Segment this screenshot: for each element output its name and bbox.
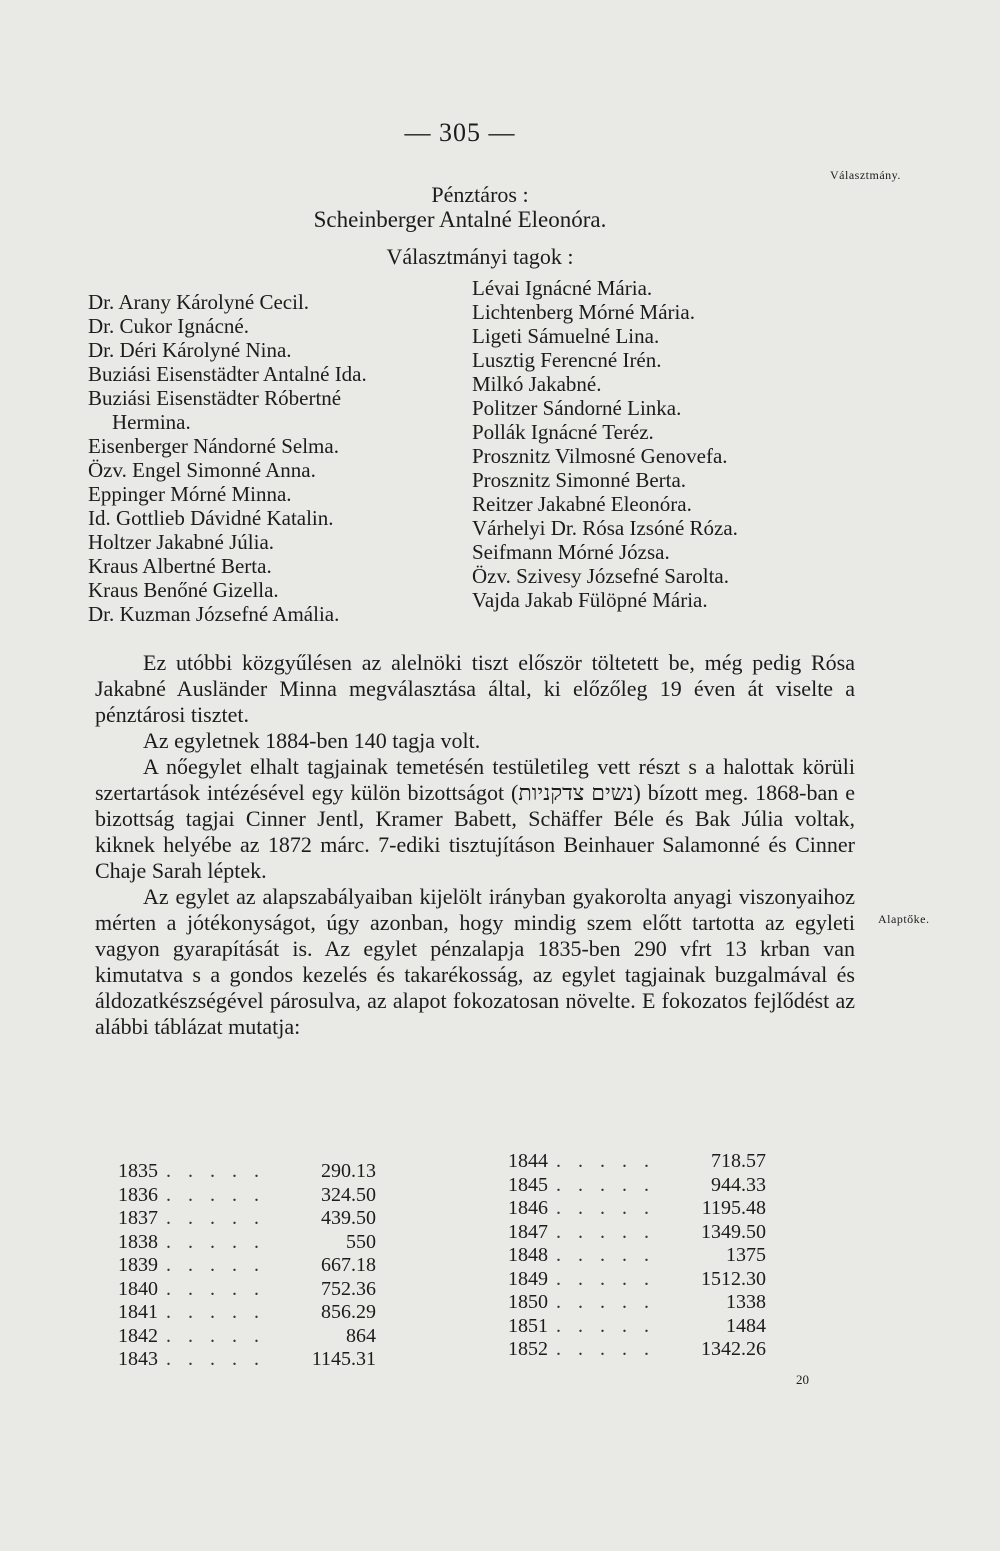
- member-name: Id. Gottlieb Dávidné Katalin.: [88, 506, 334, 530]
- year: 1846: [508, 1197, 548, 1219]
- member-name: Holtzer Jakabné Júlia.: [88, 530, 275, 554]
- leader-dots: . . . . .: [166, 1207, 265, 1229]
- year: 1837: [118, 1207, 158, 1229]
- member-name: Seifmann Mórné Józsa.: [472, 540, 670, 564]
- member-name: Pollák Ignácné Teréz.: [472, 420, 654, 444]
- cashier-title: Pénztáros :: [431, 182, 529, 207]
- fund-value: 290.13: [321, 1160, 376, 1182]
- member-name: Kraus Albertné Berta.: [88, 554, 272, 578]
- member-name: Dr. Kuzman Józsefné Amália.: [88, 602, 340, 626]
- table-row: [508, 1338, 766, 1362]
- year: 1847: [508, 1220, 548, 1243]
- paragraph: Ez utóbbi közgyűlésen az alelnöki tiszt először töltetett be, még pedig Rósa Jakabné Ausländer Minna megválasztása által, ki előzőleg 19 éven át viselte a pénztárosi tisztet.: [95, 650, 855, 727]
- fund-value: 550: [346, 1230, 376, 1253]
- margin-note-alaptoke: Alaptőke.: [878, 912, 930, 926]
- table-row: [508, 1150, 766, 1174]
- fund-value: 864: [346, 1324, 376, 1347]
- member-name: Dr. Arany Károlyné Cecil.: [88, 290, 310, 314]
- fund-value: 1338: [726, 1291, 766, 1313]
- leader-dots: . . . . .: [556, 1244, 655, 1266]
- table-row: [508, 1197, 766, 1221]
- members-right-column: [472, 276, 738, 612]
- member-name: Vajda Jakab Fülöpné Mária.: [472, 588, 708, 612]
- paragraph: Az egyletnek 1884-ben 140 tagja volt.: [143, 728, 481, 753]
- member-name: Dr. Déri Károlyné Nina.: [88, 338, 292, 362]
- year: 1850: [508, 1291, 548, 1313]
- fund-value: 752.36: [321, 1277, 376, 1300]
- table-row: [118, 1184, 376, 1208]
- table-row: [118, 1301, 376, 1325]
- leader-dots: . . . . .: [166, 1324, 265, 1347]
- member-name: Özv. Szivesy Józsefné Sarolta.: [472, 564, 729, 588]
- member-name: Buziási Eisenstädter Róbertné: [88, 386, 342, 410]
- paragraph: Az egylet az alapszabályaiban kijelölt irányban gyakorolta anyagi viszonyaihoz mérten a jótékonyságot, úgy azonban, hogy mindig szem előtt tartotta az egyleti vagyon gyarapítását is. Az egylet pénzalapja 1835-ben 290 vfrt 13 krban van kimutatva s a gondos kezelés és takarékosság, az egylet tagjainak buzgalmával és áldozatkészségével párosulva, az alapot fokozatosan növelte. E fokozatos fejlődést az alábbi táblázat mutatja:: [95, 884, 855, 1039]
- table-row: [118, 1325, 376, 1349]
- member-name: Milkó Jakabné.: [472, 372, 602, 396]
- leader-dots: . . . . .: [556, 1267, 655, 1290]
- committee-title: Választmányi tagok :: [386, 244, 574, 269]
- page-number: — 305 —: [404, 118, 516, 147]
- leader-dots: . . . . .: [556, 1197, 655, 1219]
- member-name: Eisenberger Nándorné Selma.: [88, 434, 339, 458]
- fund-value: 1375: [726, 1244, 766, 1266]
- year: 1835: [118, 1160, 158, 1182]
- member-name: Özv. Engel Simonné Anna.: [88, 458, 316, 482]
- member-name: Kraus Benőné Gizella.: [88, 578, 279, 602]
- year: 1839: [118, 1254, 158, 1276]
- year: 1841: [118, 1301, 158, 1323]
- leader-dots: . . . . .: [166, 1230, 265, 1253]
- leader-dots: . . . . .: [556, 1314, 655, 1337]
- member-name: Lichtenberg Mórné Mária.: [472, 300, 695, 324]
- member-name: Prosznitz Vilmosné Genovefa.: [472, 444, 728, 468]
- year: 1840: [118, 1277, 158, 1300]
- leader-dots: . . . . .: [166, 1277, 265, 1300]
- year: 1836: [118, 1183, 158, 1206]
- leader-dots: . . . . .: [556, 1150, 655, 1172]
- year: 1851: [508, 1314, 548, 1337]
- fund-value: 1342.26: [701, 1338, 766, 1360]
- year: 1848: [508, 1244, 548, 1266]
- signature-mark: 20: [796, 1372, 809, 1387]
- table-row: [118, 1207, 376, 1231]
- table-row: [118, 1254, 376, 1278]
- year: 1844: [508, 1150, 548, 1172]
- leader-dots: . . . . .: [556, 1338, 655, 1360]
- fund-value: 667.18: [321, 1254, 376, 1276]
- year: 1838: [118, 1230, 158, 1253]
- cashier-name: Scheinberger Antalné Eleonóra.: [313, 207, 607, 232]
- member-name: Lévai Ignácné Mária.: [472, 276, 653, 300]
- member-name: Hermina.: [112, 410, 191, 434]
- fund-table-left: [118, 1160, 376, 1372]
- fund-value: 718.57: [711, 1150, 766, 1172]
- table-row: [508, 1221, 766, 1245]
- fund-value: 439.50: [321, 1207, 376, 1229]
- fund-value: 1145.31: [311, 1348, 376, 1370]
- members-left-column: [88, 290, 367, 626]
- member-name: Várhelyi Dr. Rósa Izsóné Róza.: [472, 516, 738, 540]
- member-name: Buziási Eisenstädter Antalné Ida.: [88, 362, 367, 386]
- leader-dots: . . . . .: [556, 1220, 655, 1243]
- table-row: [118, 1231, 376, 1255]
- leader-dots: . . . . .: [166, 1254, 265, 1276]
- paragraph: A nőegylet elhalt tagjainak temetésén testületileg vett részt s a halottak körüli szertartások intézésével egy külön bizottságot (נשים צדקניות) bízott meg. 1868-ban e bizottság tagjai Cinner Jentl, Kramer Babett, Schäffer Béle és Bak Júlia voltak, kiknek helyébe az 1872 márc. 7-ediki tisztujításon Beinhauer Salamonné és Cinner Chaje Sarah léptek.: [95, 754, 856, 883]
- table-row: [508, 1244, 766, 1268]
- fund-table-right: [508, 1150, 766, 1362]
- year: 1843: [118, 1348, 158, 1370]
- table-row: [118, 1348, 376, 1372]
- leader-dots: . . . . .: [556, 1173, 655, 1196]
- table-row: [508, 1174, 766, 1198]
- leader-dots: . . . . .: [166, 1348, 265, 1370]
- table-row: [118, 1160, 376, 1184]
- table-row: [508, 1291, 766, 1315]
- fund-value: 1349.50: [701, 1220, 766, 1243]
- year: 1849: [508, 1267, 548, 1290]
- fund-value: 856.29: [321, 1301, 376, 1323]
- table-row: [508, 1268, 766, 1292]
- leader-dots: . . . . .: [556, 1291, 655, 1313]
- member-name: Lusztig Ferencné Irén.: [472, 348, 662, 372]
- member-name: Eppinger Mórné Minna.: [88, 482, 292, 506]
- year: 1845: [508, 1173, 548, 1196]
- year: 1842: [118, 1324, 158, 1347]
- member-name: Politzer Sándorné Linka.: [472, 396, 682, 420]
- year: 1852: [508, 1338, 548, 1360]
- fund-value: 944.33: [711, 1173, 766, 1196]
- member-name: Ligeti Sámuelné Lina.: [472, 324, 660, 348]
- table-row: [508, 1315, 766, 1339]
- margin-note-valasztmany: Választmány.: [830, 168, 901, 182]
- member-name: Prosznitz Simonné Berta.: [472, 468, 687, 492]
- leader-dots: . . . . .: [166, 1183, 265, 1206]
- member-name: Dr. Cukor Ignácné.: [88, 314, 249, 338]
- fund-value: 1195.48: [701, 1197, 766, 1219]
- leader-dots: . . . . .: [166, 1160, 265, 1182]
- table-row: [118, 1278, 376, 1302]
- fund-value: 1512.30: [701, 1267, 766, 1290]
- body-text: [95, 650, 855, 1040]
- member-name: Reitzer Jakabné Eleonóra.: [472, 492, 692, 516]
- fund-value: 324.50: [321, 1183, 376, 1206]
- fund-value: 1484: [726, 1314, 766, 1337]
- leader-dots: . . . . .: [166, 1301, 265, 1323]
